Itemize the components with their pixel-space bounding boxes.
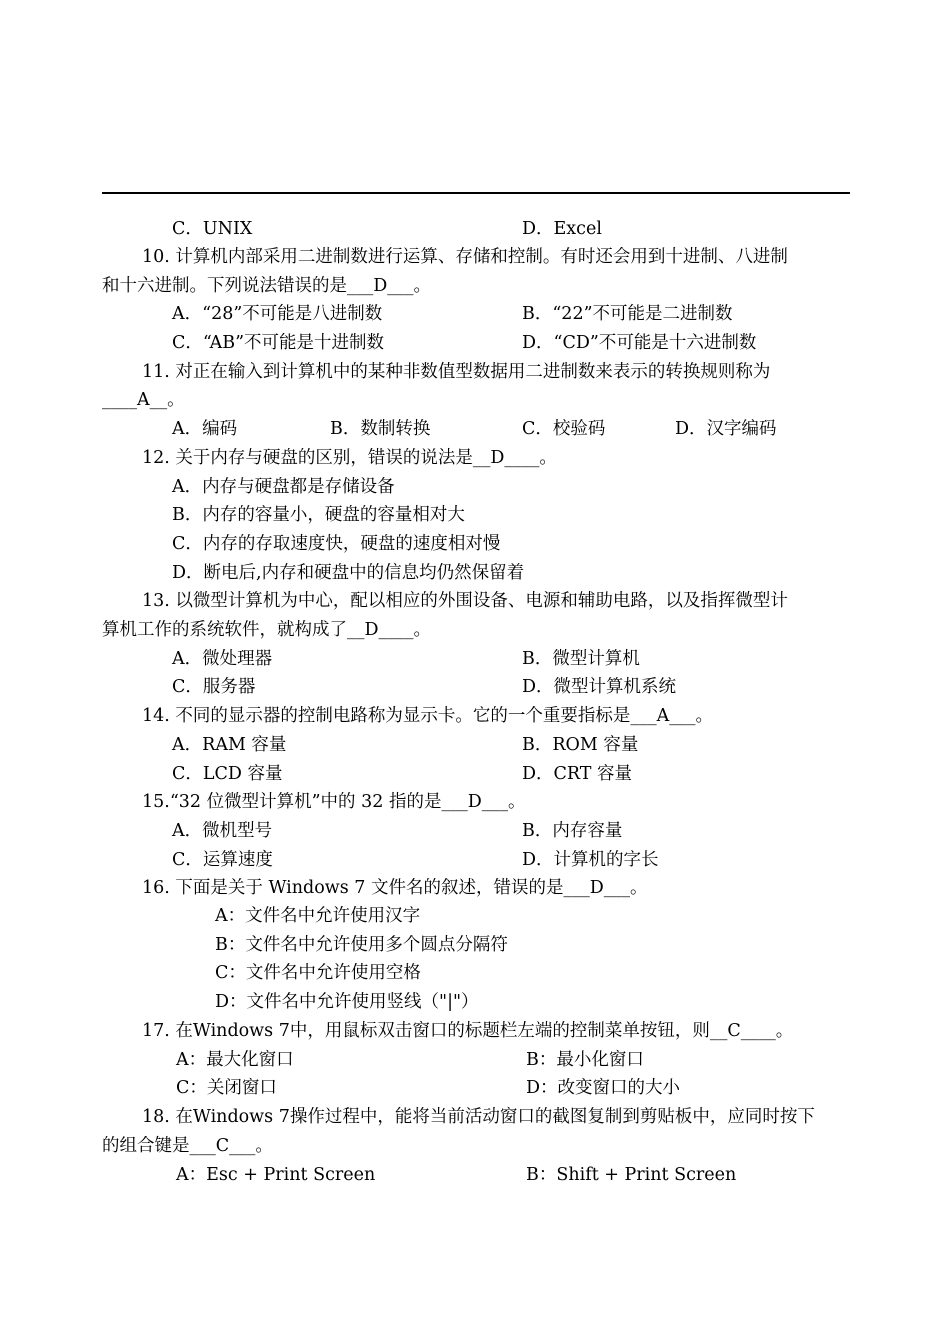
q17-option-c: C：关闭窗口 <box>176 1078 277 1098</box>
q17-option-b: B：最小化窗口 <box>526 1050 644 1070</box>
q10-option-d: D．“CD”不可能是十六进制数 <box>522 333 757 353</box>
q14-option-b: B．ROM 容量 <box>522 735 639 755</box>
q16-option-b: B：文件名中允许使用多个圆点分隔符 <box>215 935 508 955</box>
q11-option-d: D．汉字编码 <box>675 419 777 439</box>
q13-stem-line1: 13. 以微型计算机为中心，配以相应的外围设备、电源和辅助电路，以及指挥微型计 <box>142 591 788 611</box>
q14-option-a: A．RAM 容量 <box>172 735 287 755</box>
q18-stem-line1: 18. 在Windows 7操作过程中，能将当前活动窗口的截图复制到剪贴板中，应同时按下 <box>142 1107 815 1127</box>
q18-stem-line2: 的组合键是___C___。 <box>102 1136 273 1156</box>
q16-stem-line1: 16. 下面是关于 Windows 7 文件名的叙述，错误的是___D___。 <box>142 878 648 898</box>
q13-option-d: D．微型计算机系统 <box>522 677 677 697</box>
q11-option-b: B．数制转换 <box>330 419 431 439</box>
q10-option-c: C．“AB”不可能是十进制数 <box>172 333 385 353</box>
q10-stem-line1: 10. 计算机内部采用二进制数进行运算、存储和控制。有时还会用到十进制、八进制 <box>142 247 788 267</box>
q17-option-d: D：改变窗口的大小 <box>526 1078 681 1098</box>
q12-option-d: D．断电后,内存和硬盘中的信息均仍然保留着 <box>172 563 525 583</box>
q13-option-c: C．服务器 <box>172 677 256 697</box>
q16-option-c: C：文件名中允许使用空格 <box>215 963 421 983</box>
q13-stem-line2: 算机工作的系统软件，就构成了__D____。 <box>102 620 432 640</box>
q15-stem-line1: 15.“32 位微型计算机”中的 32 指的是___D___。 <box>142 792 526 812</box>
q11-option-c: C．校验码 <box>522 419 606 439</box>
q16-option-a: A：文件名中允许使用汉字 <box>215 906 421 926</box>
q12-option-a: A．内存与硬盘都是存储设备 <box>172 477 395 497</box>
q16-option-d: D：文件名中允许使用竖线（"|"） <box>215 992 479 1012</box>
q11-stem-line1: 11. 对正在输入到计算机中的某种非数值型数据用二进制数来表示的转换规则称为 <box>142 362 771 382</box>
q13-option-b: B．微型计算机 <box>522 649 640 669</box>
q14-option-d: D．CRT 容量 <box>522 764 633 784</box>
prev-option-c: C．UNIX <box>172 219 253 239</box>
q15-option-c: C．运算速度 <box>172 850 273 870</box>
q10-stem-line2: 和十六进制。下列说法错误的是___D___。 <box>102 276 432 296</box>
prev-option-d: D．Excel <box>522 219 602 239</box>
q18-option-b: B：Shift + Print Screen <box>526 1165 737 1185</box>
header-rule <box>102 192 850 194</box>
q17-option-a: A：最大化窗口 <box>176 1050 294 1070</box>
q18-option-a: A：Esc + Print Screen <box>176 1165 376 1185</box>
q15-option-a: A．微机型号 <box>172 821 273 841</box>
q14-option-c: C．LCD 容量 <box>172 764 283 784</box>
q13-option-a: A．微处理器 <box>172 649 273 669</box>
q14-stem-line1: 14. 不同的显示器的控制电路称为显示卡。它的一个重要指标是___A___。 <box>142 706 714 726</box>
q15-option-b: B．内存容量 <box>522 821 623 841</box>
q17-stem-line1: 17. 在Windows 7中，用鼠标双击窗口的标题栏左端的控制菜单按钮，则__C____。 <box>142 1021 794 1041</box>
q10-option-a: A．“28”不可能是八进制数 <box>172 304 383 324</box>
q12-stem-line1: 12. 关于内存与硬盘的区别，错误的说法是__D____。 <box>142 448 557 468</box>
q15-option-d: D．计算机的字长 <box>522 850 659 870</box>
q12-option-b: B．内存的容量小，硬盘的容量相对大 <box>172 505 465 525</box>
q11-stem-line2: ____A__。 <box>102 390 185 410</box>
q10-option-b: B．“22”不可能是二进制数 <box>522 304 733 324</box>
q12-option-c: C．内存的存取速度快，硬盘的速度相对慢 <box>172 534 501 554</box>
q11-option-a: A．编码 <box>172 419 238 439</box>
